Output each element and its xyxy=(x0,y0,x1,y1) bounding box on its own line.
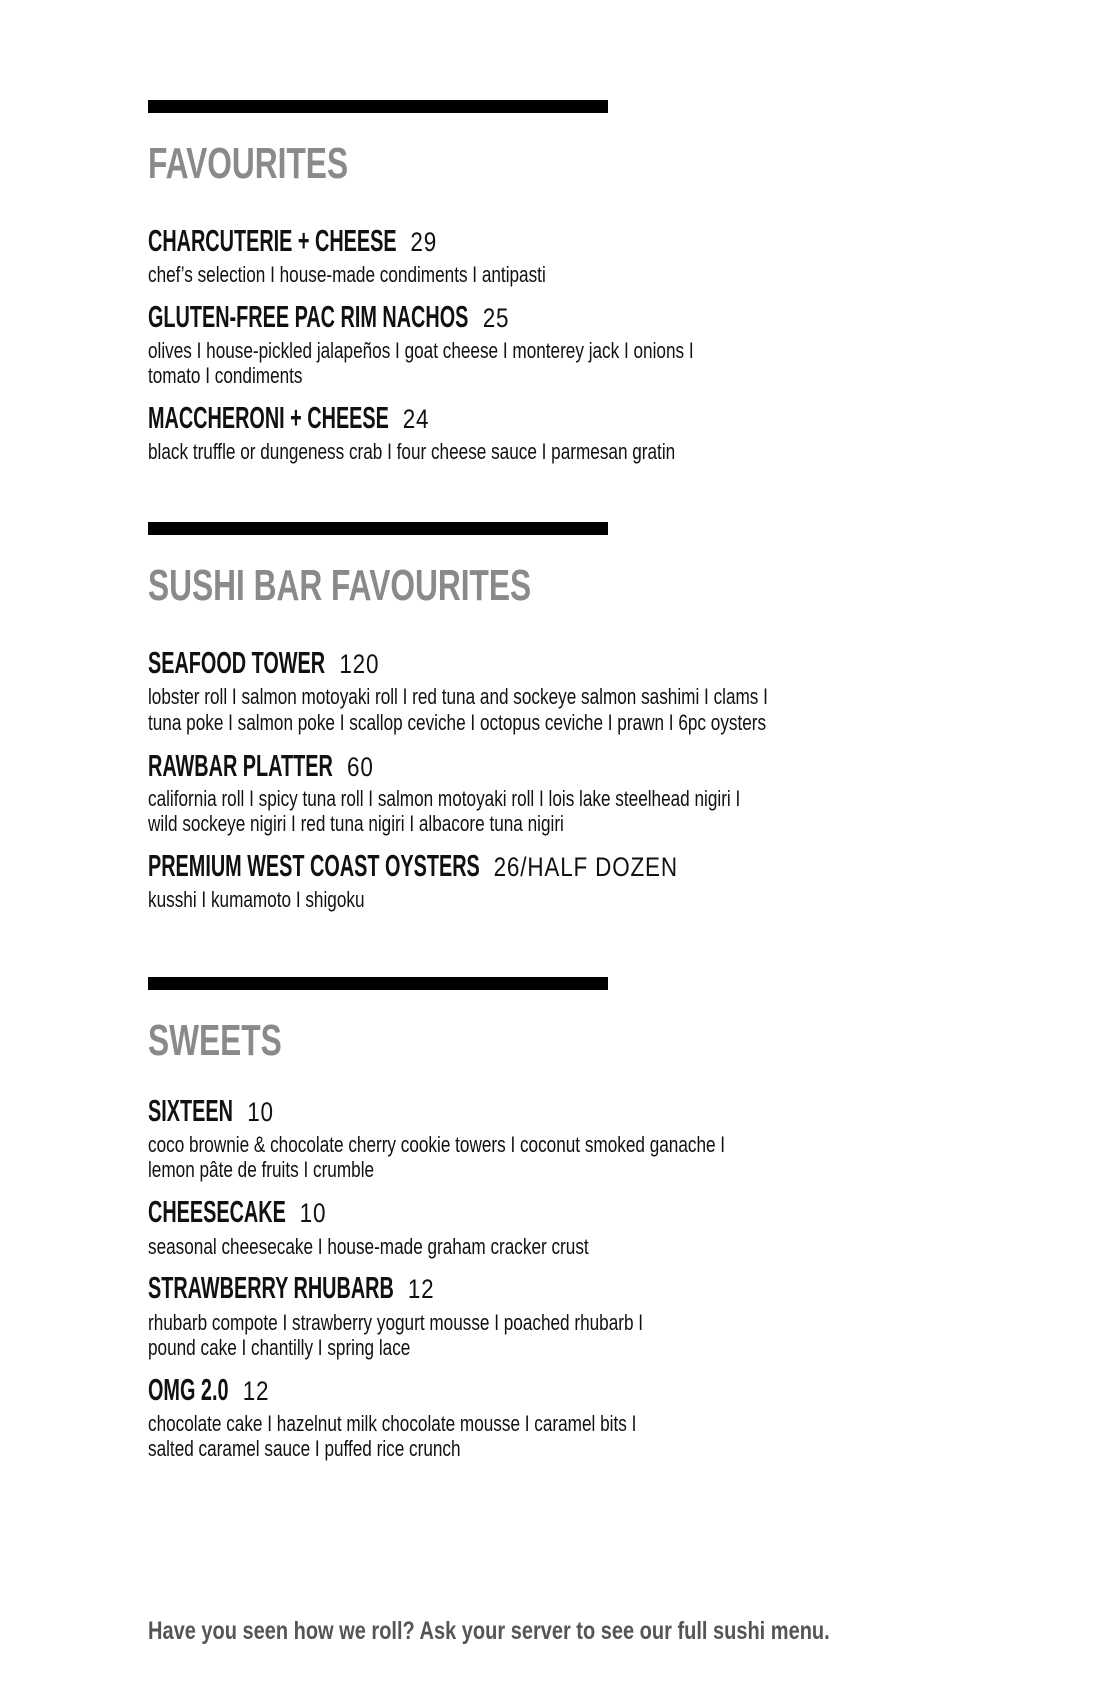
menu-item-title xyxy=(148,1093,274,1129)
item-name: SIXTEEN xyxy=(148,1093,233,1128)
item-description: olives I house-pickled jalapeños I goat cheese I monterey jack I onions I xyxy=(148,338,694,363)
item-price: 24 xyxy=(402,404,430,434)
menu-item-title xyxy=(148,848,679,884)
item-description: chef’s selection I house-made condiments I antipasti xyxy=(148,262,546,287)
item-description: wild sockeye nigiri I red tuna nigiri I albacore tuna nigiri xyxy=(148,811,564,836)
item-description: pound cake I chantilly I spring lace xyxy=(148,1335,411,1360)
menu-item-title xyxy=(148,748,374,784)
item-description: lemon pâte de fruits I crumble xyxy=(148,1157,375,1182)
item-price: 25 xyxy=(482,303,510,333)
section-divider xyxy=(148,977,608,990)
item-description: chocolate cake I hazelnut milk chocolate mousse I caramel bits I xyxy=(148,1411,637,1436)
item-price: 60 xyxy=(346,752,374,782)
item-name: RAWBAR PLATTER xyxy=(148,748,333,783)
item-description: tomato I condiments xyxy=(148,363,303,388)
item-price: 10 xyxy=(246,1097,274,1127)
item-description: lobster roll I salmon motoyaki roll I red tuna and sockeye salmon sashimi I clams I xyxy=(148,684,768,709)
item-name: MACCHERONI + CHEESE xyxy=(148,400,389,435)
item-price: 26/HALF DOZEN xyxy=(493,852,679,882)
item-name: CHARCUTERIE + CHEESE xyxy=(148,223,397,258)
item-name: GLUTEN-FREE PAC RIM NACHOS xyxy=(148,299,469,334)
menu-item-title xyxy=(148,400,430,436)
item-description: salted caramel sauce I puffed rice crunch xyxy=(148,1436,461,1461)
item-description: coco brownie & chocolate cherry cookie towers I coconut smoked ganache I xyxy=(148,1132,726,1157)
section-divider xyxy=(148,522,608,535)
item-name: CHEESECAKE xyxy=(148,1194,286,1229)
item-name: SEAFOOD TOWER xyxy=(148,645,326,680)
menu-item-title xyxy=(148,1270,435,1306)
footer-note: Have you seen how we roll? Ask your server to see our full sushi menu. xyxy=(148,1617,830,1645)
menu-item-title xyxy=(148,1194,327,1230)
item-description: black truffle or dungeness crab I four cheese sauce I parmesan gratin xyxy=(148,439,676,464)
item-price: 10 xyxy=(299,1198,327,1228)
section-heading: FAVOURITES xyxy=(148,139,349,188)
section-heading: SUSHI BAR FAVOURITES xyxy=(148,561,532,610)
item-price: 12 xyxy=(407,1274,435,1304)
item-price: 12 xyxy=(242,1376,270,1406)
section-divider xyxy=(148,100,608,113)
menu-item-title xyxy=(148,299,510,335)
item-description: kusshi I kumamoto I shigoku xyxy=(148,887,365,912)
section-heading: SWEETS xyxy=(148,1016,282,1065)
menu-item-title xyxy=(148,1372,270,1408)
item-description: tuna poke I salmon poke I scallop ceviche I octopus ceviche I prawn I 6pc oysters xyxy=(148,710,767,735)
item-name: STRAWBERRY RHUBARB xyxy=(148,1270,394,1305)
item-price: 120 xyxy=(339,649,380,679)
item-description: seasonal cheesecake I house-made graham cracker crust xyxy=(148,1234,589,1259)
item-price: 29 xyxy=(410,227,438,257)
menu-item-title xyxy=(148,223,438,259)
item-description: california roll I spicy tuna roll I salmon motoyaki roll I lois lake steelhead nigiri I xyxy=(148,786,741,811)
item-description: rhubarb compote I strawberry yogurt mousse I poached rhubarb I xyxy=(148,1310,644,1335)
item-name: OMG 2.0 xyxy=(148,1372,229,1407)
item-name: PREMIUM WEST COAST OYSTERS xyxy=(148,848,480,883)
menu-item-title xyxy=(148,645,380,681)
